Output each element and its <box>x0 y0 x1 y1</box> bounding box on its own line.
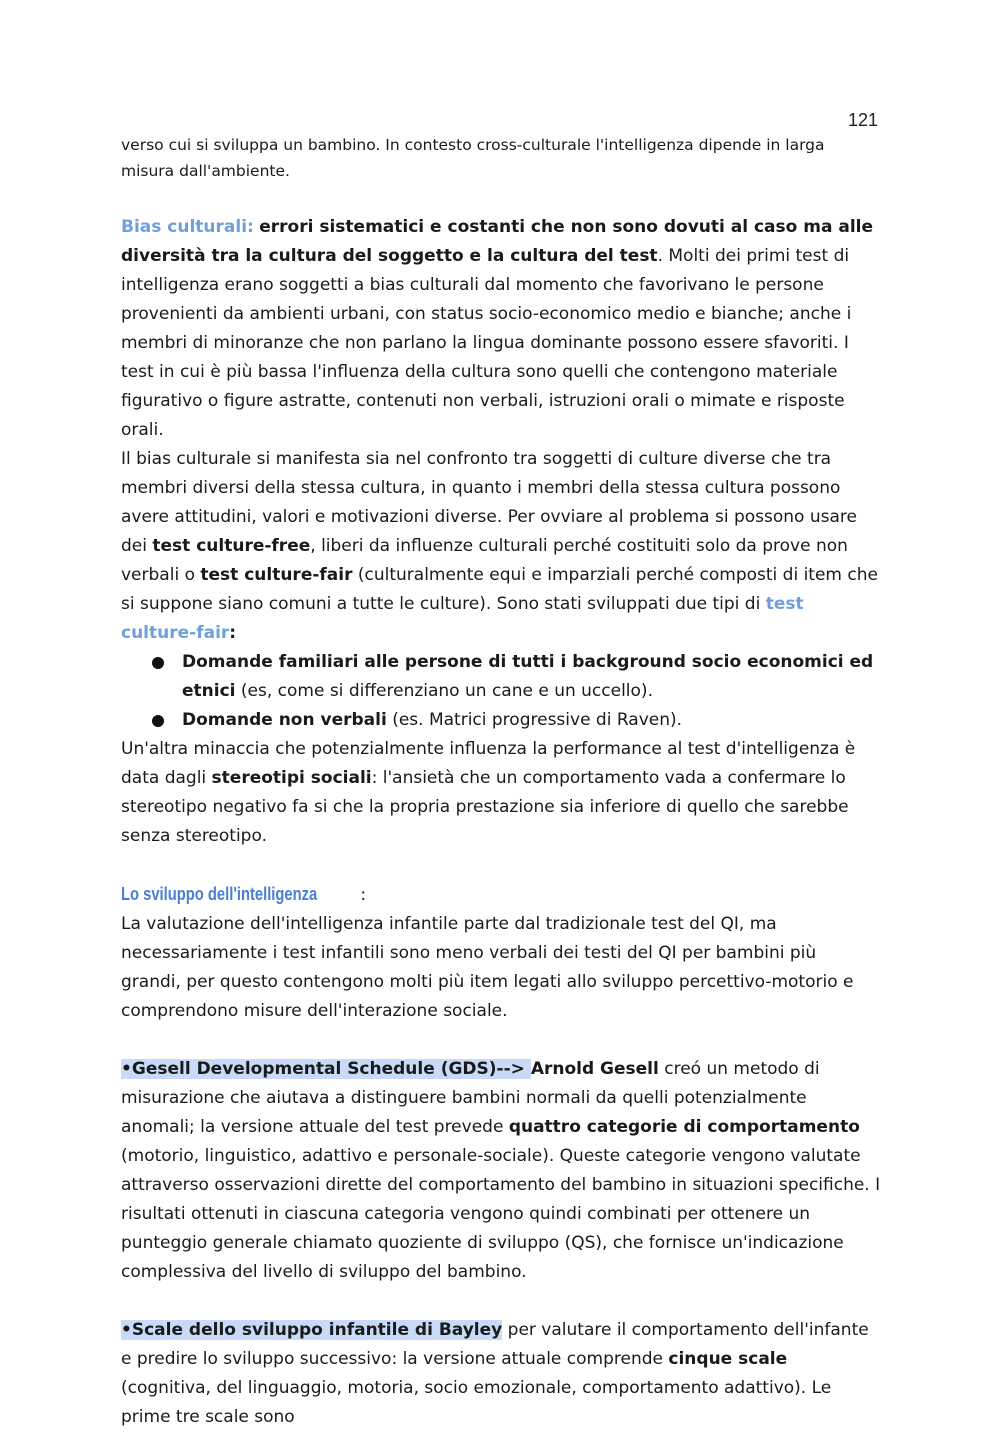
page-body <box>121 132 881 1432</box>
sviluppo-paragraph: La valutazione dell'intelligenza infantile parte dal tradizionale test del QI, ma necessariamente i test infantili sono meno verbali dei testi del QI per bambini più grandi, per questo contengono molti più item legati allo sviluppo percettivo-motorio e comprendono misure dell'interazione sociale. <box>121 914 854 1021</box>
bullet-icon <box>152 715 164 727</box>
bayley-paragraph: •Scale dello sviluppo infantile di Bayley per valutare il comportamento dell'infante e predire lo sviluppo successivo: la versione attuale comprende cinque scale (cognitiva, del linguaggio, motoria, socio emozionale, comportamento adattivo). Le prime tre scale sono <box>121 1320 869 1427</box>
list-item: Domande non verbali (es. Matrici progressive di Raven). <box>121 706 881 735</box>
bias-paragraph-1: Bias culturali: errori sistematici e costanti che non sono dovuti al caso ma alle diversità tra la cultura del soggetto e la cultura del test. Molti dei primi test di intelligenza erano soggetti a bias culturali dal momento che favorivano le persone provenienti da ambienti urbani, con status socio-economico medio e bianche; anche i membri di minoranze che non parlano la lingua dominante possono essere sfavoriti. I test in cui è più bassa l'influenza della cultura sono quelli che contengono materiale figurativo o figure astratte, contenuti non verbali, istruzioni orali o mimate e risposte orali. <box>121 217 874 440</box>
culture-fair-list <box>121 648 881 735</box>
bias-definition: errori sistematici e costanti che non sono dovuti al caso ma alle diversità tra la cultura del soggetto e la cultura del test <box>121 217 874 266</box>
culture-free-term: test culture-free <box>152 536 311 556</box>
page-number: 121 <box>847 110 878 130</box>
culture-fair-link: test culture-fair <box>121 594 804 643</box>
gesell-name: Arnold Gesell <box>530 1059 659 1079</box>
bias-paragraph-2: Il bias culturale si manifesta sia nel confronto tra soggetti di culture diverse che tra membri diversi della stessa cultura, in quanto i membri della stessa cultura possono avere attitudini, valori e motivazioni diverse. Per ovviare al problema si possono usare dei test culture-free, liberi da influenze culturali perché costituiti solo da prove non verbali o test culture-fair (culturalmente equi e imparziali perché composti di item che si suppone siano comuni a tutte le culture). Sono stati sviluppati due tipi di test culture-fair: <box>121 449 878 643</box>
stereotipi-term: stereotipi sociali <box>211 768 372 788</box>
bayley-highlight: •Scale dello sviluppo infantile di Bayley <box>121 1320 503 1340</box>
gesell-paragraph: •Gesell Developmental Schedule (GDS)--> Arnold Gesell creó un metodo di misurazione che aiutava a distinguere bambini normali da quelli potenzialmente anomali; la versione attuale del test prevede quattro categorie di comportamento (motorio, linguistico, adattivo e personale-sociale). Queste categorie vengono valutate attraverso osservazioni dirette del comportamento del bambino in situazioni specifiche. I risultati ottenuti in ciascuna categoria vengono quindi combinati per ottenere un punteggio generale chiamato quoziente di sviluppo (QS), che fornisce un'indicazione complessiva del livello di sviluppo del bambino. <box>121 1059 881 1282</box>
bias-term: Bias culturali: <box>121 217 254 237</box>
heading-sviluppo: Lo sviluppo dell'intelligenza <box>121 884 318 904</box>
bullet-icon <box>152 657 164 669</box>
intro-paragraph: verso cui si sviluppa un bambino. In contesto cross-culturale l'intelligenza dipende in larga misura dall'ambiente. <box>121 136 825 180</box>
section-heading: Lo sviluppo dell'intelligenza : <box>121 880 881 910</box>
stereotype-paragraph: Un'altra minaccia che potenzialmente influenza la performance al test d'intelligenza è data dagli stereotipi sociali: l'ansietà che un comportamento vada a confermare lo stereotipo negativo fa si che la propria prestazione sia inferiore di quello che sarebbe senza stereotipo. <box>121 739 856 846</box>
gesell-highlight: •Gesell Developmental Schedule (GDS)--> <box>121 1059 531 1079</box>
culture-fair-term: test culture-fair <box>200 565 353 585</box>
list-item: Domande familiari alle persone di tutti i background socio economici ed etnici (es, come si differenziano un cane e un uccello). <box>121 648 881 706</box>
